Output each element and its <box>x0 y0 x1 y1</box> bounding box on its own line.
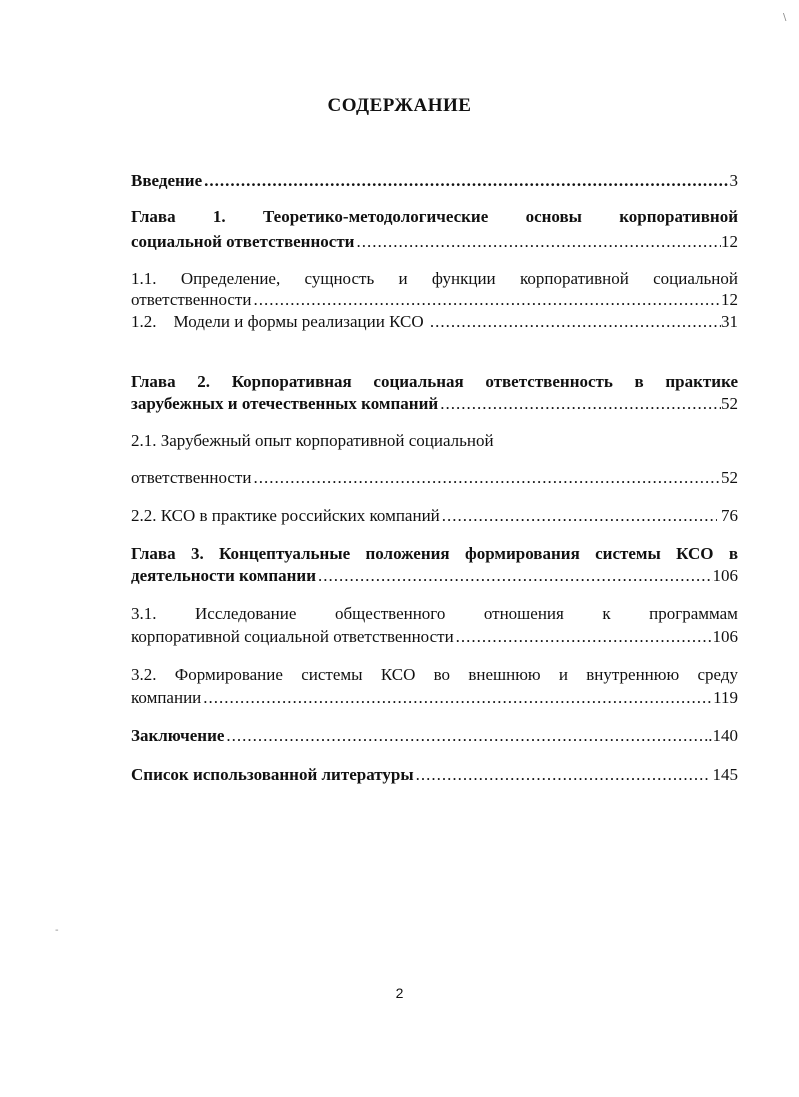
toc-leader <box>438 391 721 417</box>
toc-section-3-2-line1[interactable]: 3.2. Формирование системы КСО во внешнюю и внутреннюю среду <box>131 665 738 684</box>
toc-leader <box>440 503 717 529</box>
toc-word: Исследование <box>195 604 297 623</box>
toc-word: 3.1. <box>131 604 157 623</box>
toc-entry-text: Заключение <box>131 726 225 745</box>
toc-entry-text: Список использованной литературы <box>131 765 414 784</box>
toc-chapter-2-line2[interactable] <box>131 391 738 417</box>
toc-word: программам <box>649 604 738 623</box>
scan-mark: - <box>55 925 59 936</box>
toc-page-number: 52 <box>721 468 738 487</box>
toc-entry-conclusion[interactable] <box>131 723 738 749</box>
toc-leader <box>316 563 712 589</box>
toc-entry-text: деятельности компании <box>131 566 317 585</box>
toc-section-3-2-line2[interactable] <box>131 685 738 711</box>
toc-entry-text: социальной ответственности <box>131 232 355 251</box>
toc-chapter-1-line1[interactable]: Глава 1. Теоретико-методологические основы корпоративной <box>131 207 738 226</box>
toc-page-number: 106 <box>712 566 738 585</box>
toc-chapter-3-line2[interactable] <box>131 563 738 589</box>
toc-entry-text: ответственности <box>131 468 252 487</box>
toc-chapter-1-line2[interactable] <box>131 229 738 255</box>
toc-leader <box>251 465 721 491</box>
toc-page-number: 106 <box>712 627 738 646</box>
toc-leader <box>414 762 709 788</box>
toc-leader <box>428 309 721 335</box>
toc-page-number: .140 <box>708 726 738 745</box>
toc-leader <box>454 624 713 650</box>
toc-entry-text: компании <box>131 688 202 707</box>
toc-page-number: 31 <box>721 312 738 331</box>
toc-section-1-2[interactable] <box>131 309 738 335</box>
toc-entry-intro[interactable] <box>131 168 738 194</box>
toc-word: общественного <box>334 604 446 623</box>
toc-entry-text: 1.2. Модели и формы реализации КСО <box>131 312 428 331</box>
toc-page-number: 76 <box>716 506 738 525</box>
toc-entry-text: 2.2. КСО в практике российских компаний <box>131 506 440 525</box>
toc-page-number: 119 <box>713 688 738 707</box>
toc-leader <box>202 168 729 194</box>
toc-word: к <box>602 604 611 623</box>
toc-section-3-1-line2[interactable] <box>131 624 738 650</box>
toc-entry-text: зарубежных и отечественных компаний <box>131 394 439 413</box>
toc-page-number: 3 <box>729 171 738 190</box>
toc-entry-text: корпоративной социальной ответственности <box>131 627 454 646</box>
toc-page-number: 12 <box>721 232 738 251</box>
scan-mark: \ <box>783 12 787 23</box>
toc-chapter-2-line1[interactable]: Глава 2. Корпоративная социальная ответственность в практике <box>131 372 738 391</box>
toc-chapter-3-line1[interactable]: Глава 3. Концептуальные положения формирования системы КСО в <box>131 544 738 563</box>
page-number: 2 <box>395 985 404 1001</box>
toc-section-2-2[interactable] <box>131 503 738 529</box>
page-title: СОДЕРЖАНИЕ <box>327 95 472 116</box>
toc-page-number: 52 <box>721 394 738 413</box>
toc-word: отношения <box>483 604 564 623</box>
toc-leader <box>224 723 708 749</box>
toc-section-2-1-line1[interactable]: 2.1. Зарубежный опыт корпоративной социальной <box>131 431 494 450</box>
toc-entry-text: ответственности <box>131 290 252 309</box>
toc-leader <box>201 685 713 711</box>
toc-entry-text: Введение <box>131 171 203 190</box>
toc-page-number: 12 <box>721 290 738 309</box>
toc-section-1-1-line1[interactable]: 1.1. Определение, сущность и функции корпоративной социальной <box>131 269 738 288</box>
toc-page-number: 145 <box>708 765 738 784</box>
toc-entry-references[interactable] <box>131 762 738 788</box>
toc-section-2-1-line2[interactable] <box>131 465 738 491</box>
toc-leader <box>354 229 721 255</box>
